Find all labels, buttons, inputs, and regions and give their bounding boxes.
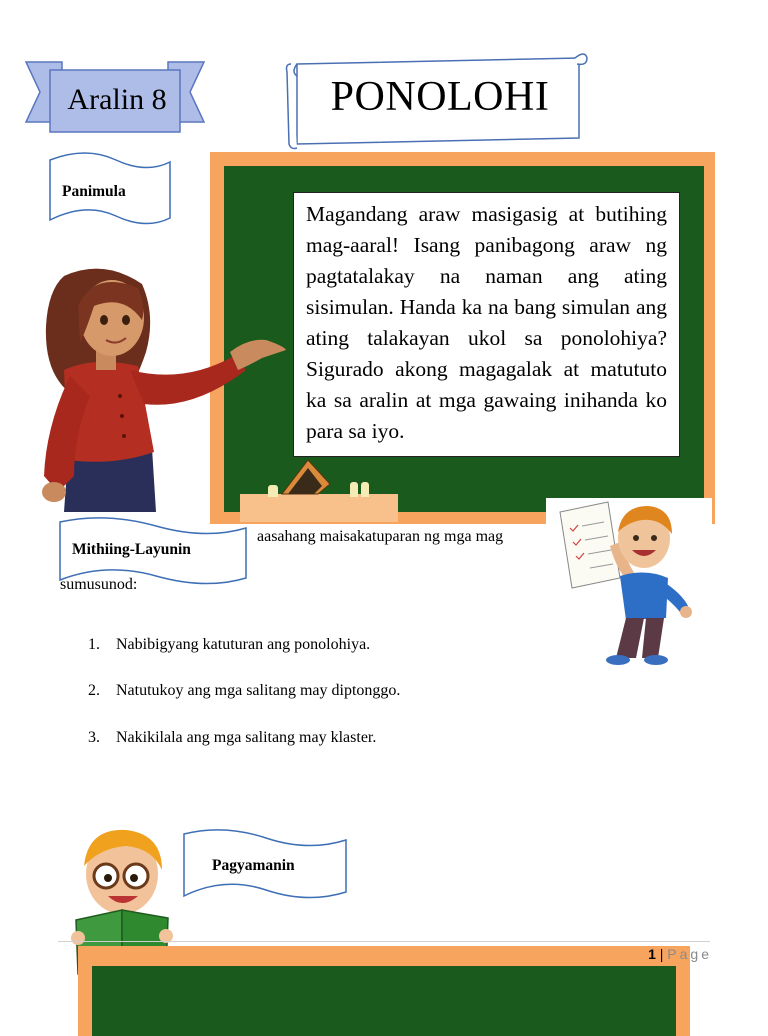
page-footer (600, 944, 712, 964)
section-heading-panimula: Panimula (62, 183, 126, 200)
chalk-icon (361, 482, 369, 497)
page-number: 1 (648, 946, 656, 962)
objective-list-item: 3. Nakikilala ang mga salitang may klaster. (88, 729, 377, 746)
objective-intro-continuation: sumusunod: (60, 576, 138, 593)
page-word: Page (667, 946, 712, 962)
objective-intro-text: aasahang maisakatuparan ng mga mag (257, 528, 504, 545)
objective-list-item: 2. Natutukoy ang mga salitang may diptonggo. (88, 682, 401, 699)
chalk-icon (350, 482, 358, 497)
boy-holding-paper-illustration (546, 498, 712, 668)
page-title: PONOLOHI (330, 74, 550, 120)
section-heading-pagyamanin: Pagyamanin (212, 857, 295, 874)
objective-list-item: 1. Nabibigyang katuturan ang ponolohiya. (88, 636, 371, 653)
page-separator: | (655, 946, 668, 962)
intro-paragraph: Magandang araw masigasig at butihing mag-aaral! Isang panibagong araw ng pagtatalakay na naman ang ating sisimulan. Handa ka na bang simulan ang ating talakayan ukol sa ponolohiya? Sigurado akong magagalak at matututo ka sa aralin at mga gawaing inihanda ko para sa iyo. (293, 192, 680, 457)
footer-rule (58, 941, 710, 942)
teacher-illustration (34, 266, 290, 512)
section-heading-mithiing-layunin: Mithiing-Layunin (72, 541, 191, 558)
lesson-label: Aralin 8 (67, 83, 167, 116)
chalkboard-bottom (92, 966, 676, 1036)
